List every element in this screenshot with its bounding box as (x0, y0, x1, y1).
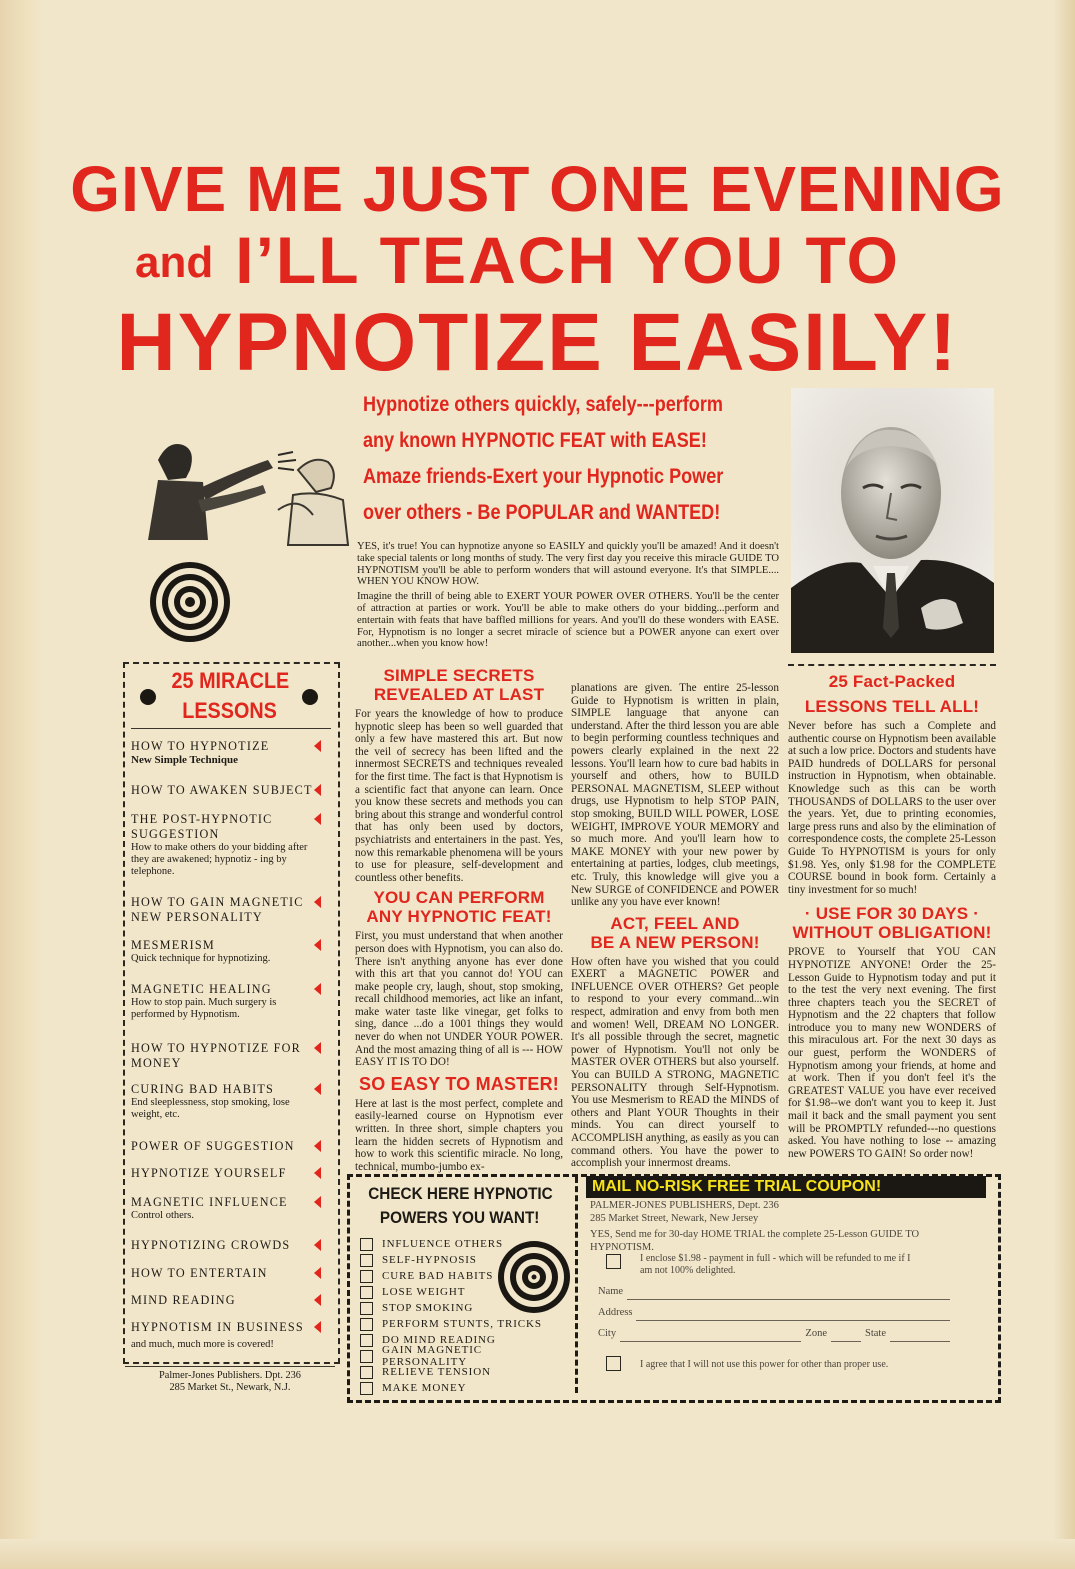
checkbox[interactable] (360, 1366, 373, 1379)
col3-paragraph-1: planations are given. The entire 25-lesson Guide to Hypnotism is written in plain, SIMPLE language that anyone can understand. After the third lesson you are able to begin performing countless techniques and powers clearly explained in the next 22 lessons. You'll learn how to cure bad habits in yourself and others, how to BUILD PERSONAL MAGNETISM, SLEEP without drugs, use Hypnotism to help STOP PAIN, stop smoking, BUILD WILL POWER, LOSE WEIGHT, IMPROVE YOUR MEMORY and so much more. And you'll learn how to MAKE MONEY with your new power by entertaining at parties, lodges, club meetings, etc. Truly, this knowledge will give you a New SURGE of CONFIDENCE and POWER unlike any you have ever known! (571, 682, 779, 909)
headline-line-3: HYPNOTIZE EASILY! (116, 297, 959, 388)
red-pointer-icon (314, 1167, 321, 1179)
headline-teach: I’LL TEACH YOU TO (235, 223, 900, 297)
col4-heading-1b: LESSONS TELL ALL! (804, 697, 980, 716)
checkbox[interactable] (360, 1270, 373, 1283)
headline-line-1: GIVE ME JUST ONE EVENING (70, 153, 1005, 225)
red-pointer-icon (314, 784, 321, 796)
checklist-item-10[interactable]: MAKE MONEY (360, 1380, 570, 1396)
column-4 (788, 664, 996, 1160)
lesson-item-11: MAGNETIC INFLUENCE Control others. (131, 1195, 321, 1222)
checklist-item-3[interactable]: CURE BAD HABITS (360, 1268, 570, 1284)
column-2 (355, 666, 563, 1173)
red-pointer-icon (314, 1083, 321, 1095)
lessons-title (125, 668, 335, 724)
checkbox[interactable] (360, 1302, 373, 1315)
red-pointer-icon (314, 813, 321, 825)
author-photo (791, 388, 994, 653)
lesson-item-9: POWER OF SUGGESTION (131, 1139, 321, 1154)
col2-paragraph-2: First, you must understand that when another person does with Hypnotism, you can also do. There isn't anything anyone has ever done with this art that you cannot do! YOU can make people cry, laugh, shout, stop smoking, recall childhood memories, act like an infant, make water taste like vinegar, get folks to sing, dance ...do a 1001 things they would never do when not UNDER YOUR POWER. And the most amazing thing of all is --- HOW EASY IT IS TO DO! (355, 930, 563, 1069)
col2-heading-1a: SIMPLE SECRETS (383, 666, 535, 685)
red-pointer-icon (314, 896, 321, 908)
coupon-banner-text: MAIL NO-RISK FREE TRIAL COUPON! (592, 1178, 882, 1195)
publisher-address (125, 1366, 335, 1394)
col2-paragraph-1: For years the knowledge of how to produce hypnotic sleep has been so well guarded that only a few have mastered this art. But now the veil of secrecy has been lifted and the innermost SECRETS and techniques revealed for the first time. The fact is that Hypnotism is a scientific fact that anyone can learn. Once you know these secrets and methods you can bring about this strange and wonderful control that has only been used by doctors, psychiatrists and entertainers in the past. Yes, now this remarkable phenomena will be yours to use for pleasure, self-development and countless other benefits. (355, 708, 563, 884)
checkbox[interactable] (360, 1254, 373, 1267)
col3-paragraph-2: How often have you wished that you could EXERT a MAGNETIC POWER and INFLUENCE OVER OTHERS? Get people to respond to your every command...win respect, admiration and envy from both men and women! Well, DREAM NO LONGER. It's all possible through the secret, magnetic power of Hypnotism. You'll not only be MASTER OVER OTHERS but also yourself. You can BUILD A STRONG, MAGNETIC PERSONALITY through Self-Hypnotism. You use Mesmerism to READ the MINDS of others and Plant YOUR Thoughts in their minds. You can direct yourself to ACCOMPLISH anything, as easily as you can command others. You have the power to accomplish your innermost dreams. (571, 955, 779, 1170)
man-portrait-icon (791, 388, 994, 653)
publisher-name: Palmer-Jones Publishers. Dpt. 236 (159, 1370, 301, 1381)
coupon-yes-text: YES, Send me for 30-day HOME TRIAL the complete 25-Lesson GUIDE TO HYPNOTISM. (590, 1229, 920, 1253)
lesson-item-12: HYPNOTIZING CROWDS (131, 1238, 321, 1253)
red-pointer-icon (314, 1042, 321, 1054)
checklist-item-8[interactable]: GAIN MAGNETIC PERSONALITY (360, 1348, 570, 1364)
lesson-item-10: HYPNOTIZE YOURSELF (131, 1166, 321, 1181)
page-stack-edge-left (0, 0, 42, 1569)
coupon-divider (575, 1177, 581, 1393)
headline-line-2 (135, 222, 1015, 297)
lessons-title-line-1: 25 MIRACLE (171, 668, 289, 693)
col4-paragraph-1: Never before has such a Complete and authentic course on Hypnotism been available at such a low price. Doctors and students have PAID hundreds of DOLLARS for personal instruction in Hypnotism, when obtainable. Knowledge such as this can be worth THOUSANDS of DOLLARS to the user over the years. Yet, due to printing economies, large press runs and also by the elimination of correspondence costs, the complete 25-Lesson Guide To HYPNOTISM is yours for only $1.98. Yes, only $1.98 for the COMPLETE COURSE bound in book form. Certainly a tiny investment for so much! (788, 720, 996, 896)
red-pointer-icon (314, 1294, 321, 1306)
lesson-item-6: MAGNETIC HEALING How to stop pain. Much surgery is performed by Hypnotism. (131, 982, 321, 1021)
checklist-title-line-1: CHECK HERE HYPNOTIC (367, 1184, 553, 1203)
checkbox[interactable] (360, 1318, 373, 1331)
checkbox[interactable] (360, 1350, 373, 1363)
col4-heading-1a: 25 Fact-Packed (828, 672, 956, 691)
spiral-target-icon (497, 1240, 571, 1314)
lesson-item-4: HOW TO GAIN MAGNETIC NEW PERSONALITY (131, 895, 321, 925)
checklist-item-5[interactable]: STOP SMOKING (360, 1300, 570, 1316)
checklist-item-2[interactable]: SELF-HYPNOSIS (360, 1252, 570, 1268)
coupon-banner (586, 1176, 986, 1198)
lesson-item-2: HOW TO AWAKEN SUBJECT (131, 783, 321, 798)
agree-text: I agree that I will not use this power for other than proper use. (640, 1359, 889, 1370)
lessons-title-line-2: LESSONS (182, 698, 278, 723)
checklist-title-line-2: POWERS YOU WANT! (380, 1208, 540, 1227)
red-pointer-icon (314, 983, 321, 995)
red-pointer-icon (314, 1321, 321, 1333)
col2-heading-2b: ANY HYPNOTIC FEAT! (366, 907, 552, 927)
lessons-footer-note: and much, much more is covered! (131, 1339, 274, 1350)
lesson-item-13: HOW TO ENTERTAIN (131, 1266, 321, 1281)
col2-heading-3: SO EASY TO MASTER! (359, 1073, 559, 1094)
publisher-street: 285 Market St., Newark, N.J. (169, 1382, 291, 1393)
lesson-item-5: MESMERISM Quick technique for hypnotizing. (131, 938, 321, 965)
intro-line-1: Hypnotize others quickly, safely---perform (363, 393, 723, 416)
headline-and: and (135, 238, 214, 287)
checkbox[interactable] (360, 1286, 373, 1299)
intro-line-4: over others - Be POPULAR and WANTED! (363, 501, 721, 524)
checkbox[interactable] (360, 1238, 373, 1251)
coupon-form (590, 1200, 985, 1254)
checklist-item-7[interactable]: DO MIND READING (360, 1332, 570, 1348)
intro-paragraph-1: YES, it's true! You can hypnotize anyone so EASILY and quickly you'll be amazed! And it doesn't take special talents or long months of study. The very first day you receive this miracle GUIDE TO HYPNOTISM you'll be able to perform wonders that will astound everyone. It's that SIMPLE.... WHEN YOU KNOW HOW. (357, 541, 779, 588)
col4-heading-2b: WITHOUT OBLIGATION! (792, 923, 992, 943)
address-field[interactable]: Address (598, 1307, 950, 1321)
checklist-item-6[interactable]: PERFORM STUNTS, TRICKS (360, 1316, 570, 1332)
spiral-target-icon (148, 560, 232, 644)
col4-paragraph-2: PROVE to Yourself that YOU CAN HYPNOTIZE ANYONE! Order the 25-Lesson Guide to Hypnotism today and put it to the test the very next evening. The first three chapters teach you the SECRET of Hypnotism and the 22 chapters that follow introduce you to many new WONDERS of this miraculous art. For the next 30 days as our guest, perform the WONDERS of Hypnotism among your friends, at home and at work. Then if you don't feel it's the GREATEST VALUE you have ever received for $1.98--we don't want you to keep it. Just mail it back and the small payment you sent will be PROMPTLY refunded---no questions asked. You have nothing to lose -- amazing new POWERS TO GAIN! So order now! (788, 946, 996, 1160)
lesson-item-15: HYPNOTISM IN BUSINESS (131, 1320, 321, 1335)
city-zone-state-field[interactable]: City Zone State (598, 1328, 950, 1342)
agree-checkbox[interactable] (606, 1356, 621, 1371)
name-field[interactable]: Name (598, 1286, 950, 1300)
col3-heading-1a: ACT, FEEL AND (610, 913, 740, 933)
lesson-item-14: MIND READING (131, 1293, 321, 1308)
page-edge-right (1053, 0, 1075, 1569)
hypnotist-illustration (128, 400, 353, 550)
checkbox[interactable] (360, 1334, 373, 1347)
lesson-item-8: CURING BAD HABITS End sleeplessness, stop smoking, lose weight, etc. (131, 1082, 321, 1121)
intro-paragraph-2: Imagine the thrill of being able to EXERT YOUR POWER OVER OTHERS. You'll be the center of attraction at parties or work. You'll be able to make others do your bidding...perform and entertain with feats that have baffled millions for years. And you'll do these wonders with EASE. For, Hypnotism is no longer a secret miracle of science but a POWER anyone can exert over another...when you know how! (357, 591, 779, 650)
lesson-item-7: HOW TO HYPNOTIZE FOR MONEY (131, 1041, 321, 1071)
red-pointer-icon (314, 939, 321, 951)
intro-line-3: Amaze friends-Exert your Hypnotic Power (363, 465, 724, 488)
page-edge-bottom (0, 1539, 1075, 1569)
lesson-item-1: HOW TO HYPNOTIZE New Simple Technique (131, 739, 321, 766)
enclose-text: I enclose $1.98 - payment in full - which will be refunded to me if I am not 100% delighted. (640, 1253, 911, 1276)
red-pointer-icon (314, 740, 321, 752)
checklist-item-4[interactable]: LOSE WEIGHT (360, 1284, 570, 1300)
lesson-item-3: THE POST-HYPNOTIC SUGGESTION How to make others do your bidding after they are awakened; hypnotiz - ing by telephone. (131, 812, 321, 878)
intro-line-2: any known HYPNOTIC FEAT with EASE! (363, 429, 707, 452)
coupon-address-line-1: PALMER-JONES PUBLISHERS, Dept. 236 (590, 1200, 779, 1211)
col3-heading-1b: BE A NEW PERSON! (590, 932, 760, 952)
column-3 (571, 682, 779, 1170)
intro-paragraphs (357, 541, 779, 653)
checkbox[interactable] (360, 1382, 373, 1395)
checklist-item-1[interactable]: INFLUENCE OTHERS (360, 1236, 570, 1252)
red-pointer-icon (314, 1267, 321, 1279)
red-pointer-icon (314, 1140, 321, 1152)
checklist-title (355, 1184, 565, 1228)
lessons-divider (131, 728, 331, 729)
col2-heading-1b: REVEALED AT LAST (373, 685, 545, 704)
col2-paragraph-3: Here at last is the most perfect, complete and easily-learned course on Hypnotism ever written. In three short, simple chapters you learn the hidden secrets of Hypnotism and how to work this scientific miracle. No long, technical, mumbo-jumbo ex- (355, 1097, 563, 1173)
red-pointer-icon (314, 1196, 321, 1208)
col4-heading-2a: · USE FOR 30 DAYS · (804, 904, 980, 924)
checklist-item-9[interactable]: RELIEVE TENSION (360, 1364, 570, 1380)
red-pointer-icon (314, 1239, 321, 1251)
enclose-checkbox[interactable] (606, 1254, 621, 1269)
col2-heading-2a: YOU CAN PERFORM (373, 888, 545, 908)
coupon-address-line-2: 285 Market Street, Newark, New Jersey (590, 1212, 759, 1224)
